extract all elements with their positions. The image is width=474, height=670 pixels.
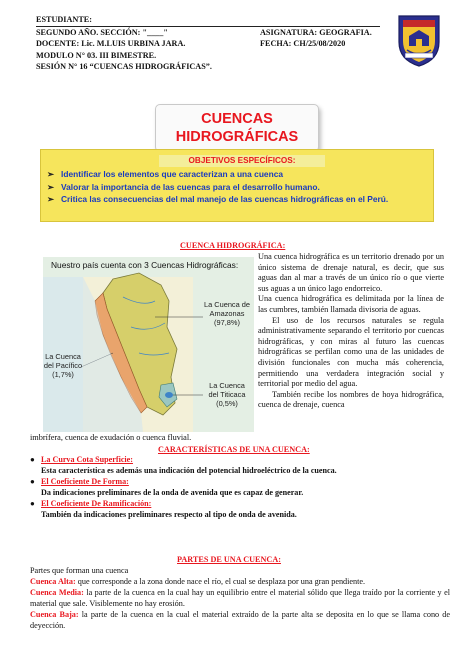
characteristic-item bbox=[30, 477, 450, 499]
characteristics-list bbox=[30, 455, 450, 520]
title-line-2: HIDROGRÁFICAS bbox=[175, 129, 299, 145]
objective-text: Critica las consecuencias del mal manejo de las cuencas hidrográficas en el Perú. bbox=[61, 194, 389, 204]
teacher: DOCENTE: Lic. M.LUIS URBINA JARA. bbox=[36, 39, 186, 49]
arrow-bullet-icon: ➢ bbox=[47, 194, 55, 204]
cuenca-text bbox=[258, 252, 444, 411]
objectives-heading: OBJETIVOS ESPECÍFICOS: bbox=[159, 155, 325, 167]
label-amazonas-line: La Cuenca de bbox=[203, 300, 251, 309]
part-name: Cuenca Baja: bbox=[30, 609, 79, 619]
student-label: ESTUDIANTE: bbox=[36, 15, 92, 24]
header-row-2 bbox=[36, 27, 392, 39]
parts-intro: Partes que forman una cuenca bbox=[30, 566, 129, 575]
objectives-box bbox=[40, 149, 434, 222]
student-line bbox=[36, 14, 380, 27]
header-row-3 bbox=[36, 38, 392, 50]
section-title-cuenca: CUENCA HIDROGRÁFICA: bbox=[180, 241, 286, 250]
characteristic-name: El Coeficiente De Ramificación: bbox=[41, 498, 152, 508]
map-caption: Nuestro país cuenta con 3 Cuencas Hidrográficas: bbox=[51, 260, 239, 270]
bullet-dot-icon: ● bbox=[30, 476, 35, 486]
label-amazonas-line: (97,8%) bbox=[214, 318, 240, 327]
title-line-1: CUENCAS bbox=[201, 111, 273, 127]
section-title-partes: PARTES DE UNA CUENCA: bbox=[177, 555, 281, 564]
characteristic-item bbox=[30, 499, 450, 521]
part-name: Cuenca Media: bbox=[30, 587, 84, 597]
cuenca-paragraph-3: El uso de los recursos naturales se regula administrativamente separando el territorio por cuencas hidrográficas, y con miras al futuro las cuencas hidrográficas se perfilan como una de las unidades de división funcionales con mucha más coherencia, permitiendo una verdadera integración social y territorial por medio del agua. bbox=[258, 315, 444, 389]
characteristic-desc: Da indicaciones preliminares de la onda de avenida que es capaz de generar. bbox=[41, 487, 304, 497]
part-desc: la parte de la cuenca en la cual el material extraído de la parte alta se deposita en lo que se llama cono de deyección. bbox=[30, 609, 451, 630]
characteristic-name: La Curva Cota Superficie: bbox=[41, 455, 133, 464]
module: MODULO N° 03. III BIMESTRE. bbox=[36, 50, 157, 60]
peru-basins-map bbox=[43, 257, 254, 432]
year-section: SEGUNDO AÑO. SECCIÓN: "____" bbox=[36, 27, 168, 37]
characteristic-desc: También da indicaciones preliminares respecto al tipo de onda de avenida. bbox=[41, 509, 297, 519]
part-desc: que corresponde a la zona donde nace el río, el cual se desplaza por una gran pendiente. bbox=[75, 576, 366, 586]
session: SESIÓN N° 16 “CUENCAS HIDROGRÁFICAS”. bbox=[36, 62, 212, 72]
bullet-dot-icon: ● bbox=[30, 498, 35, 508]
objective-text: Valorar la importancia de las cuencas para el desarrollo humano. bbox=[61, 181, 320, 192]
characteristic-name: El Coeficiente De Forma: bbox=[41, 476, 129, 486]
parts-list bbox=[30, 566, 450, 631]
label-amazonas-line: Amazonas bbox=[209, 309, 245, 318]
objective-item bbox=[47, 193, 429, 206]
cuenca-paragraph-1: Una cuenca hidrográfica es un territorio drenado por un único sistema de drenaje natural, es decir, que sus aguas dan al mar a través de un único río o que vierte sus aguas a un único lago endorreico. bbox=[258, 252, 444, 293]
part-item bbox=[30, 588, 450, 610]
objectives-list bbox=[47, 168, 429, 206]
subject: ASIGNATURA: GEOGRAFIA. bbox=[260, 27, 372, 37]
label-pacifico-line: (1,7%) bbox=[52, 370, 74, 379]
label-pacifico-line: del Pacífico bbox=[43, 361, 83, 370]
bullet-dot-icon: ● bbox=[30, 455, 35, 464]
arrow-bullet-icon: ➢ bbox=[47, 181, 55, 192]
document-title bbox=[155, 104, 319, 152]
arrow-bullet-icon: ➢ bbox=[47, 169, 55, 179]
cuenca-paragraph-4-end: imbrífera, cuenca de exudación o cuenca fluvial. bbox=[30, 433, 192, 442]
section-title-caracteristicas: CARACTERÍSTICAS DE UNA CUENCA: bbox=[158, 445, 310, 454]
date: FECHA: CH/25/08/2020 bbox=[260, 39, 346, 49]
objective-text: Identificar los elementos que caracterizan a una cuenca bbox=[61, 169, 284, 179]
cuenca-paragraph-2: Una cuenca hidrográfica es delimitada por la línea de las cumbres, también llamada divisoria de aguas. bbox=[258, 294, 444, 314]
cuenca-paragraph-4: También recibe los nombres de hoya hidrográfica, cuenca de drenaje, cuenca bbox=[258, 389, 444, 410]
label-titicaca-line: (0,5%) bbox=[216, 399, 238, 408]
objective-item bbox=[47, 168, 429, 181]
part-name: Cuenca Alta: bbox=[30, 576, 76, 586]
label-pacifico-line: La Cuenca bbox=[45, 352, 81, 361]
school-crest-logo bbox=[395, 12, 443, 68]
objective-item bbox=[47, 181, 429, 194]
label-titicaca-line: del Titicaca bbox=[208, 390, 246, 399]
part-item bbox=[30, 610, 450, 632]
label-titicaca bbox=[200, 381, 254, 408]
characteristic-item bbox=[30, 455, 450, 477]
header bbox=[36, 14, 392, 73]
part-desc: la parte de la cuenca en la cual hay un equilibrio entre el material sólido que llega traído por la corriente y el material que sale. Visiblemente no hay erosión. bbox=[30, 587, 450, 608]
part-item bbox=[30, 577, 450, 588]
characteristic-desc: Esta característica es además una indicación del potencial hidroeléctrico de la cuenca. bbox=[41, 465, 337, 475]
label-pacifico bbox=[43, 352, 83, 379]
label-titicaca-line: La Cuenca bbox=[209, 381, 245, 390]
label-amazonas bbox=[200, 300, 254, 327]
